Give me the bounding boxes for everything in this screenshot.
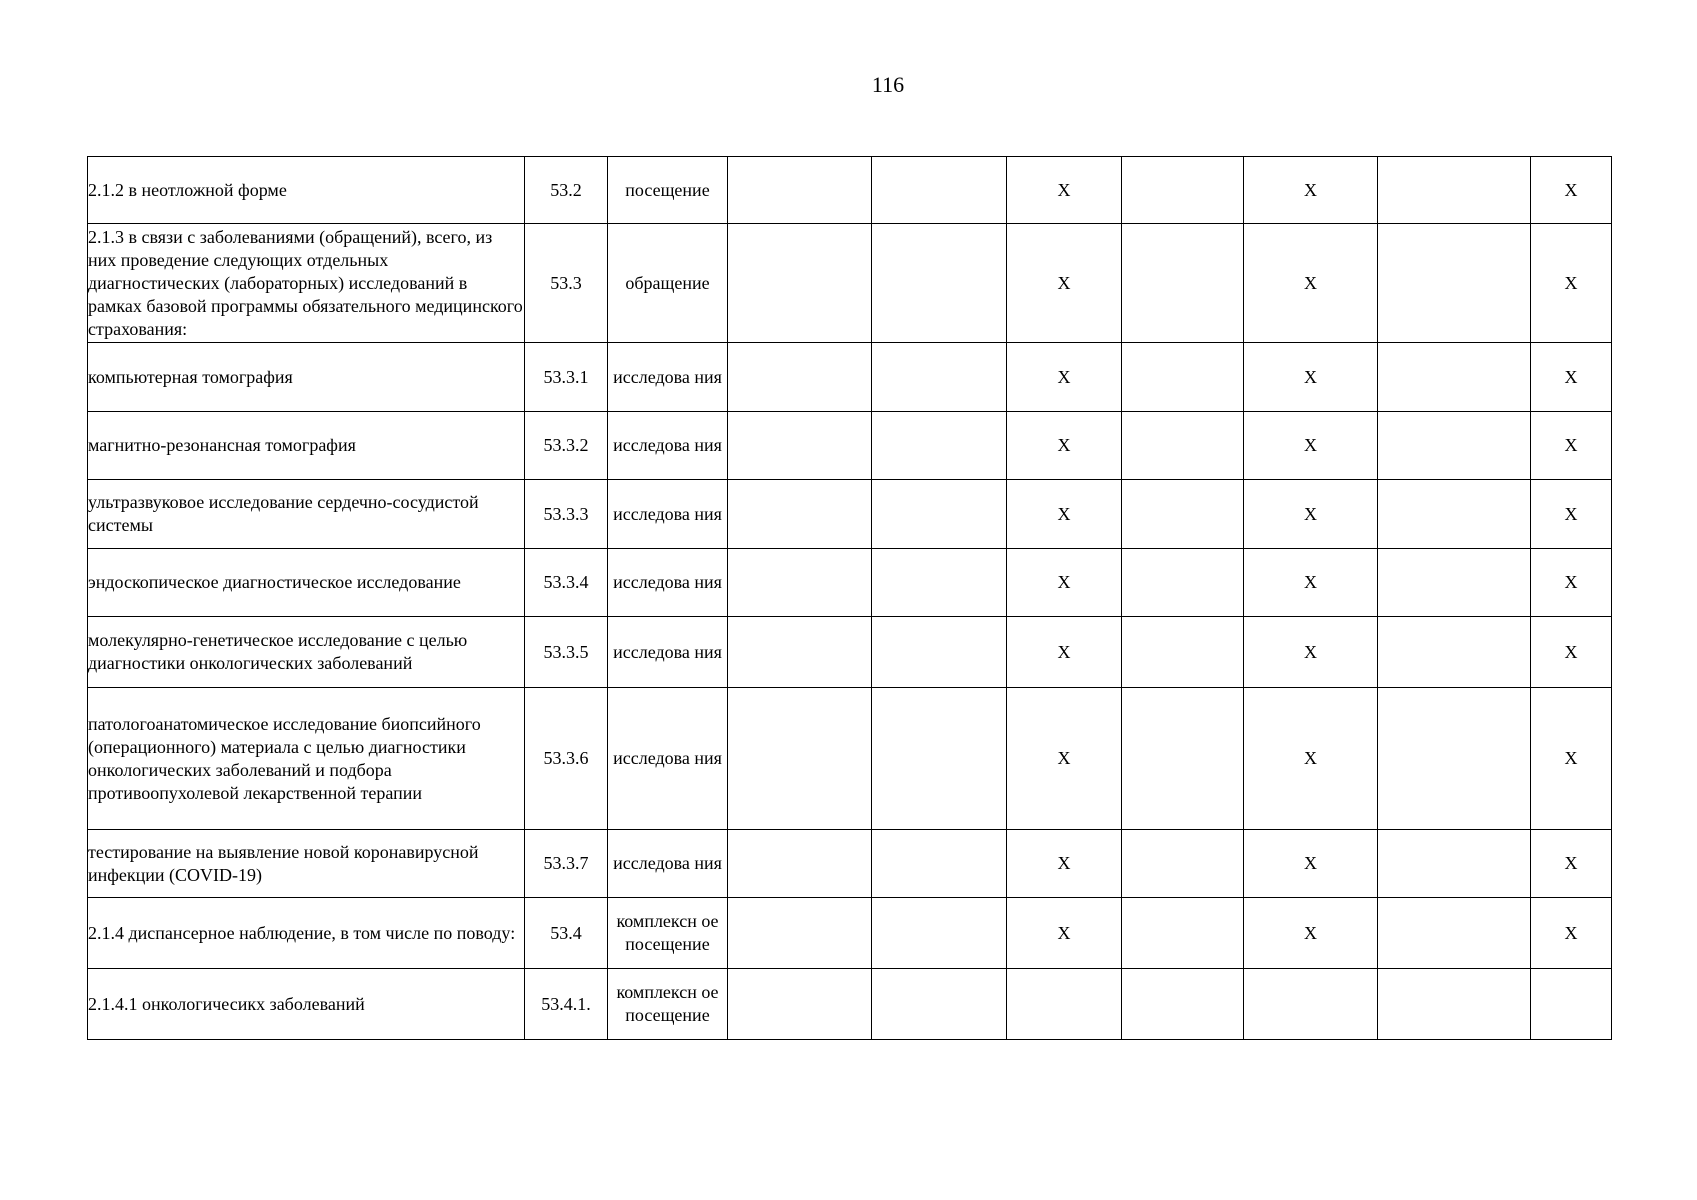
x-mark-cell: X: [1531, 157, 1612, 224]
table-row: [88, 898, 1612, 969]
row-unit-cell: комплексн ое посещение: [608, 898, 728, 969]
empty-cell: [872, 830, 1007, 898]
table-row: [88, 688, 1612, 830]
table-row: [88, 157, 1612, 224]
row-code-cell: 53.3.6: [525, 688, 608, 830]
x-mark-cell: X: [1007, 343, 1122, 412]
row-unit-cell: исследова ния: [608, 412, 728, 480]
x-mark-cell: X: [1007, 617, 1122, 688]
empty-cell: [1378, 549, 1531, 617]
empty-cell: [1122, 549, 1244, 617]
x-mark-cell: X: [1244, 412, 1378, 480]
empty-cell: [872, 224, 1007, 343]
row-name-cell: 2.1.3 в связи с заболеваниями (обращений), всего, из них проведение следующих отдельных диагностических (лабораторных) исследований в рамках базовой программы обязательного медицинского страхования:: [88, 224, 525, 343]
table-row: [88, 969, 1612, 1040]
empty-cell: [728, 617, 872, 688]
row-code-cell: 53.3.3: [525, 480, 608, 549]
row-name-cell: молекулярно-генетическое исследование с целью диагностики онкологических заболеваний: [88, 617, 525, 688]
table-row: [88, 224, 1612, 343]
empty-cell: [1122, 688, 1244, 830]
row-code-cell: 53.3.4: [525, 549, 608, 617]
row-code-cell: 53.3.7: [525, 830, 608, 898]
empty-cell: [1378, 898, 1531, 969]
row-name-cell: ультразвуковое исследование сердечно-сосудистой системы: [88, 480, 525, 549]
row-name-cell: тестирование на выявление новой коронавирусной инфекции (COVID-19): [88, 830, 525, 898]
x-mark-cell: X: [1531, 224, 1612, 343]
empty-cell: [728, 480, 872, 549]
x-mark-cell: X: [1531, 549, 1612, 617]
row-code-cell: 53.3.2: [525, 412, 608, 480]
row-name-cell: патологоанатомическое исследование биопсийного (операционного) материала с целью диагностики онкологических заболеваний и подбора противоопухолевой лекарственной терапии: [88, 688, 525, 830]
x-mark-cell: X: [1244, 343, 1378, 412]
x-mark-cell: X: [1007, 224, 1122, 343]
x-mark-cell: X: [1244, 224, 1378, 343]
page-number: 116: [871, 72, 905, 97]
x-mark-cell: X: [1007, 480, 1122, 549]
row-code-cell: 53.4: [525, 898, 608, 969]
row-name-cell: 2.1.2 в неотложной форме: [88, 157, 525, 224]
empty-cell: [728, 830, 872, 898]
row-unit-cell: обращение: [608, 224, 728, 343]
empty-cell: [728, 688, 872, 830]
x-mark-cell: X: [1531, 898, 1612, 969]
table-body: [88, 157, 1612, 1040]
x-mark-cell: X: [1244, 480, 1378, 549]
empty-cell: [1122, 224, 1244, 343]
empty-cell: [728, 224, 872, 343]
row-code-cell: 53.2: [525, 157, 608, 224]
x-mark-cell: X: [1531, 688, 1612, 830]
x-mark-cell: X: [1531, 617, 1612, 688]
x-mark-cell: X: [1244, 549, 1378, 617]
empty-cell: [1378, 412, 1531, 480]
empty-cell: [728, 549, 872, 617]
table-row: [88, 343, 1612, 412]
empty-cell: [728, 969, 872, 1040]
empty-cell: [872, 688, 1007, 830]
table-row: [88, 830, 1612, 898]
empty-cell: [872, 549, 1007, 617]
empty-cell: [728, 412, 872, 480]
empty-cell: [1122, 969, 1244, 1040]
x-mark-cell: X: [1007, 412, 1122, 480]
empty-cell: [1122, 480, 1244, 549]
x-mark-cell: X: [1244, 157, 1378, 224]
x-mark-cell: X: [1007, 549, 1122, 617]
empty-cell: [872, 969, 1007, 1040]
empty-cell: [1378, 617, 1531, 688]
empty-cell: [1378, 830, 1531, 898]
x-mark-cell: X: [1244, 688, 1378, 830]
row-unit-cell: исследова ния: [608, 688, 728, 830]
x-mark-cell: X: [1531, 412, 1612, 480]
x-mark-cell: X: [1531, 830, 1612, 898]
row-unit-cell: исследова ния: [608, 549, 728, 617]
row-unit-cell: комплексн ое посещение: [608, 969, 728, 1040]
row-name-cell: эндоскопическое диагностическое исследование: [88, 549, 525, 617]
x-mark-cell: X: [1244, 830, 1378, 898]
empty-cell: [1122, 830, 1244, 898]
x-mark-cell: X: [1244, 898, 1378, 969]
empty-cell: [728, 343, 872, 412]
empty-cell: [1378, 969, 1531, 1040]
empty-cell: [872, 157, 1007, 224]
row-code-cell: 53.3.5: [525, 617, 608, 688]
table-row: [88, 617, 1612, 688]
empty-cell: [728, 157, 872, 224]
x-mark-cell: X: [1007, 830, 1122, 898]
row-unit-cell: посещение: [608, 157, 728, 224]
empty-cell: [728, 898, 872, 969]
empty-cell: [1378, 343, 1531, 412]
row-unit-cell: исследова ния: [608, 480, 728, 549]
empty-cell: [1378, 157, 1531, 224]
row-code-cell: 53.4.1.: [525, 969, 608, 1040]
table-row: [88, 480, 1612, 549]
empty-cell: [1378, 480, 1531, 549]
row-name-cell: магнитно-резонансная томография: [88, 412, 525, 480]
x-mark-cell: X: [1531, 343, 1612, 412]
empty-cell: [1122, 343, 1244, 412]
empty-cell: [872, 617, 1007, 688]
row-code-cell: 53.3: [525, 224, 608, 343]
row-unit-cell: исследова ния: [608, 617, 728, 688]
x-mark-cell: X: [1007, 688, 1122, 830]
empty-cell: [1122, 157, 1244, 224]
x-mark-cell: [1531, 969, 1612, 1040]
row-name-cell: компьютерная томография: [88, 343, 525, 412]
empty-cell: [872, 412, 1007, 480]
x-mark-cell: X: [1007, 157, 1122, 224]
empty-cell: [1122, 617, 1244, 688]
data-table: [87, 156, 1612, 1040]
empty-cell: [872, 343, 1007, 412]
row-name-cell: 2.1.4 диспансерное наблюдение, в том числе по поводу:: [88, 898, 525, 969]
table-row: [88, 549, 1612, 617]
empty-cell: [1378, 224, 1531, 343]
empty-cell: [1378, 688, 1531, 830]
x-mark-cell: X: [1531, 480, 1612, 549]
empty-cell: [1122, 412, 1244, 480]
x-mark-cell: [1244, 969, 1378, 1040]
x-mark-cell: [1007, 969, 1122, 1040]
row-name-cell: 2.1.4.1 онкологичесикх заболеваний: [88, 969, 525, 1040]
row-unit-cell: исследова ния: [608, 830, 728, 898]
empty-cell: [1122, 898, 1244, 969]
x-mark-cell: X: [1007, 898, 1122, 969]
row-unit-cell: исследова ния: [608, 343, 728, 412]
x-mark-cell: X: [1244, 617, 1378, 688]
empty-cell: [872, 898, 1007, 969]
row-code-cell: 53.3.1: [525, 343, 608, 412]
empty-cell: [872, 480, 1007, 549]
table-row: [88, 412, 1612, 480]
